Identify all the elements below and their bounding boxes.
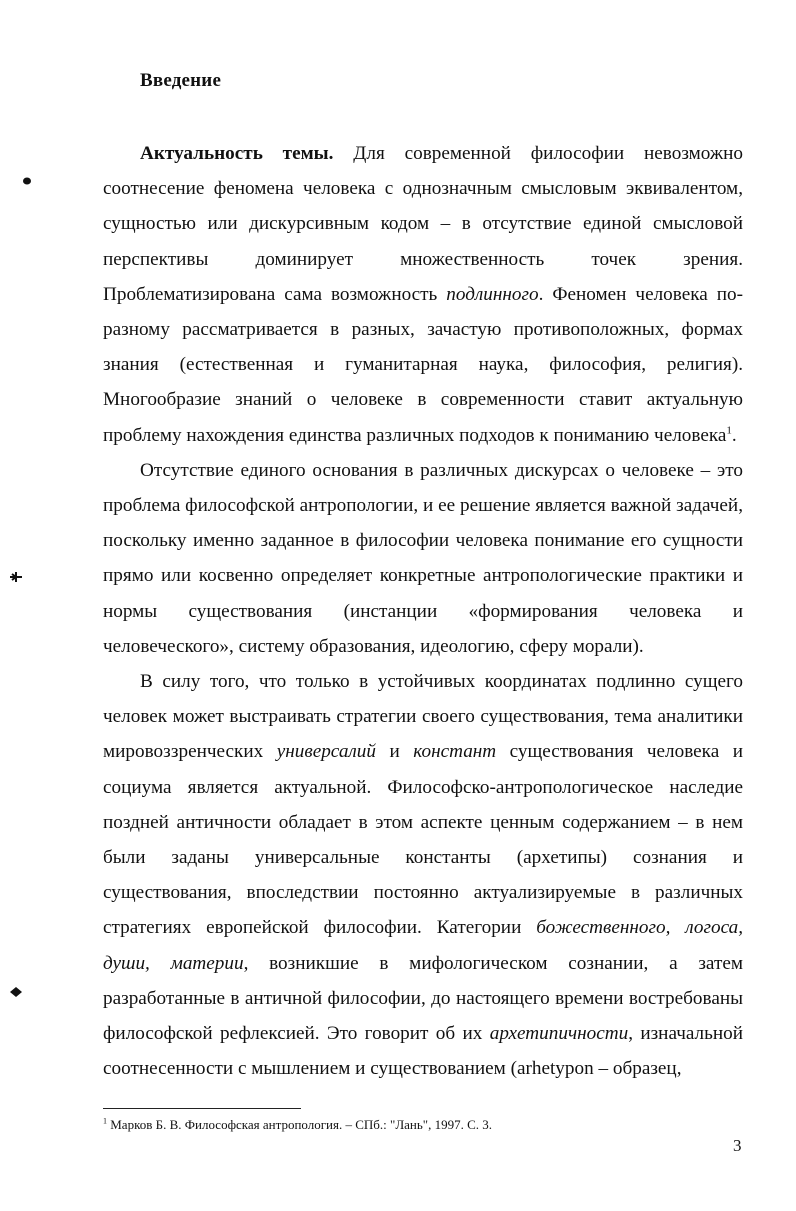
text-run: и	[375, 741, 414, 763]
text-run: В силу того, что только в устойчивых координатах подлинно сущего человек может выстраивать стратегии своего существования, тема аналитики мировоззренческих	[103, 671, 743, 763]
paragraph-foundation: Отсутствие единого основания в различных дискурсах о человеке – это проблема философской антропологии, и ее решение является важной задачей, поскольку именно заданное в философии человека понимание его сущности прямо или косвенно определяет конкретные антропологические практики и нормы существования (инстанции «формирования человека и человеческого», систему образования, идеологию, сферу морали).	[103, 459, 743, 657]
italic-term: констант	[413, 741, 497, 763]
text-run: . Феномен человека по-разному рассматривается в разных, зачастую противоположных, формах знания (естественная и гуманитарная наука, философия, религия). Многообразие знаний о человеке в современности ставит актуальную проблему нахождения единства различных подходов к пониманию человека	[103, 283, 743, 446]
footnote-divider	[103, 1108, 301, 1109]
arrow-mark-icon	[9, 571, 23, 583]
italic-term: подлинного	[446, 283, 539, 305]
paragraph-universals	[103, 664, 743, 1086]
body-text	[103, 136, 743, 1086]
text-run: Для современной философии невозможно соотнесение феномена человека с однозначным смысловым эквивалентом, сущностью или дискурсивным кодом – в отсутствие единой смысловой перспективы доминирует множественность точек зрения. Проблематизирована сама возможность	[103, 143, 743, 305]
footnote-marker: 1	[103, 1116, 107, 1126]
italic-term: божественного, логоса, души, материи	[103, 917, 743, 974]
bullet-mark-icon	[22, 176, 32, 186]
relevance-lead: Актуальность темы.	[140, 143, 334, 164]
text-run: существования человека и социума является актуальной. Философско-антропологическое наследие поздней античности обладает в этом аспекте ценным содержанием – в нем были заданы универсальные константы (архетипы) сознания и существования, впоследствии постоянно актуализируемые в различных стратегиях европейской философии. Категории	[103, 741, 743, 939]
section-heading: Введение	[140, 70, 222, 91]
footnote-text: Марков Б. В. Философская антропология. – СПб.: "Лань", 1997. С. 3.	[107, 1117, 493, 1132]
text-run: .	[731, 424, 737, 446]
italic-term: архетипичности	[489, 1023, 629, 1045]
footnote-reference[interactable]: 1	[726, 424, 732, 437]
footnote	[103, 1117, 492, 1133]
paragraph-relevance	[103, 136, 743, 453]
text-run: , изначальной соотнесенности с мышлением и существованием (arhetypon – образец,	[103, 1023, 743, 1080]
diamond-mark-icon	[9, 986, 23, 998]
italic-term: универсалий	[276, 741, 376, 763]
text-run: , возникшие в мифологическом сознании, а затем разработанные в античной философии, до настоящего времени востребованы философской рефлексией. Это говорит об их	[103, 952, 743, 1045]
page-number: 3	[733, 1136, 742, 1155]
